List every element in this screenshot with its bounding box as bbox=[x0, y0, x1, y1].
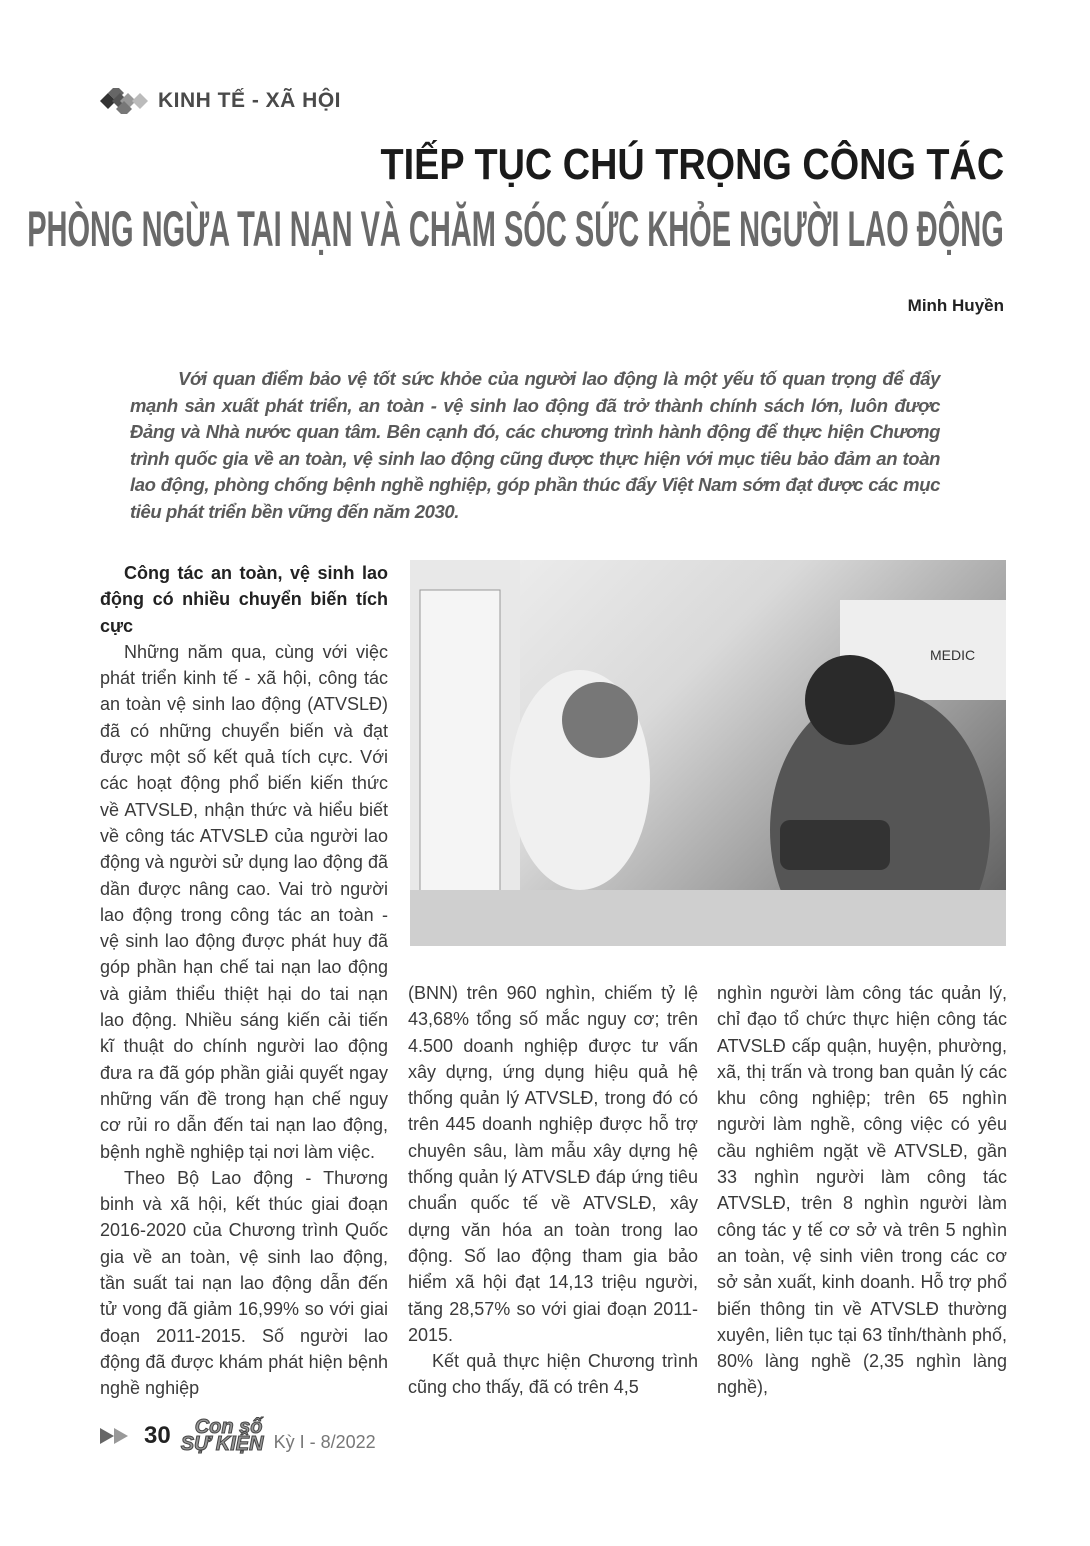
author: Minh Huyền bbox=[907, 296, 1004, 315]
photo-nurse-blood-pressure bbox=[410, 560, 1006, 946]
column-2 bbox=[408, 980, 698, 1401]
section-label: KINH TẾ - XÃ HỘI bbox=[158, 89, 342, 112]
paragraph: Kết quả thực hiện Chương trình cũng cho thấy, đã có trên 4,5 bbox=[408, 1351, 698, 1398]
paragraph: (BNN) trên 960 nghìn, chiếm tỷ lệ 43,68% tổng số mắc nguy cơ; trên 4.500 doanh nghiệp được tư vấn xây dựng, ứng dụng hiệu quả hệ thống quản lý ATVSLĐ, trong đó có trên 445 doanh nghiệp được hỗ trợ chuyên sâu, làm mẫu xây dựng hệ thống quản lý ATVSLĐ đáp ứng tiêu chuẩn quốc tế về ATVSLĐ, xây dựng văn hóa an toàn trong lao động. Số lao động tham gia bảo hiểm xã hội đạt 14,13 triệu người, tăng 28,57% so với giai đoạn 2011-2015. bbox=[408, 983, 698, 1345]
paragraph: Những năm qua, cùng với việc phát triển kinh tế - xã hội, công tác an toàn vệ sinh lao động (ATVSLĐ) đã có những chuyển biến và đạt được một số kết quả tích cực. Với các hoạt động phổ biến kiến thức về ATVSLĐ, nhận thức và hiểu biết về công tác ATVSLĐ của người lao động và người sử dụng lao động đã dần được nâng cao. Vai trò người lao động trong công tác an toàn - vệ sinh lao động được phát huy đã góp phần hạn chế tai nạn lao động và giảm thiểu thiệt hại do tai nạn lao động. Nhiều sáng kiến cải tiến kĩ thuật do chính người lao động đưa ra đã góp phần giải quyết ngay những vấn đề trong hạn chế nguy cơ rủi ro dẫn đến tai nạn lao động, bệnh nghề nghiệp tại nơi làm việc. bbox=[100, 641, 388, 1162]
sign-text: MEDIC bbox=[930, 647, 976, 663]
paragraph: Theo Bộ Lao động - Thương binh và xã hội, kết thúc giai đoạn 2016-2020 của Chương trình Quốc gia về an toàn, vệ sinh lao động, tần suất tai nạn lao động dẫn đến tử vong đã giảm 16,99% so với giai đoạn 2011-2015. Số người lao động đã được khám phát hiện bệnh nghề nghiệp bbox=[100, 1167, 388, 1399]
column-1 bbox=[100, 560, 388, 1402]
logo-line-2: SỰ KIỆN bbox=[180, 1432, 264, 1455]
diamond-pattern-icon bbox=[100, 88, 150, 114]
column-3 bbox=[717, 980, 1007, 1401]
subheading: Công tác an toàn, vệ sinh lao động có nhiều chuyển biến tích cực bbox=[100, 563, 388, 636]
section-header bbox=[100, 88, 341, 114]
paragraph: nghìn người làm công tác quản lý, chỉ đạo tổ chức thực hiện công tác ATVSLĐ cấp quận, huyện, phường, xã, thị trấn và trong ban quản lý các khu công nghiệp; trên 65 nghìn người làm nghề, công việc có yêu cầu nghiêm ngặt về ATVSLĐ, gần 33 nghìn người làm công tác ATVSLĐ, trên 8 nghìn người làm công tác y tế cơ sở và trên 5 nghìn an toàn, vệ sinh viên trong các cơ sở sản xuất, kinh doanh. Hỗ trợ phổ biến thông tin về ATVSLĐ thường xuyên, liên tục tại 63 tỉnh/thành phố, 80% làng nghề (2,35 nghìn làng nghề), bbox=[717, 983, 1007, 1398]
title-line-1: TIẾP TỤC CHÚ TRỌNG CÔNG TÁC bbox=[380, 140, 1004, 189]
issue-label: Kỳ I - 8/2022 bbox=[273, 1432, 376, 1452]
abstract: Với quan điểm bảo vệ tốt sức khỏe của người lao động là một yếu tố quan trọng để đẩy mạnh sản xuất phát triển, an toàn - vệ sinh lao động đã trở thành chính sách lớn, luôn được Đảng và Nhà nước quan tâm. Bên cạnh đó, các chương trình hành động để thực hiện Chương trình quốc gia về an toàn, vệ sinh lao động cũng được thực hiện với mục tiêu bảo đảm an toàn lao động, phòng chống bệnh nghề nghiệp, góp phần thúc đẩy Việt Nam sớm đạt được các mục tiêu phát triển bền vững đến năm 2030. bbox=[130, 368, 940, 522]
article-photo bbox=[410, 560, 1006, 946]
logo-line-1: Con số bbox=[194, 1415, 263, 1438]
page-number: 30 bbox=[144, 1421, 171, 1449]
page-footer bbox=[100, 1415, 376, 1455]
title-line-2: PHÒNG NGỪA TAI NẠN VÀ CHĂM SÓC SỨC KHỎE NGƯỜI LAO ĐỘNG bbox=[27, 201, 1004, 257]
double-arrow-icon bbox=[100, 1426, 134, 1446]
magazine-logo bbox=[180, 1415, 264, 1455]
